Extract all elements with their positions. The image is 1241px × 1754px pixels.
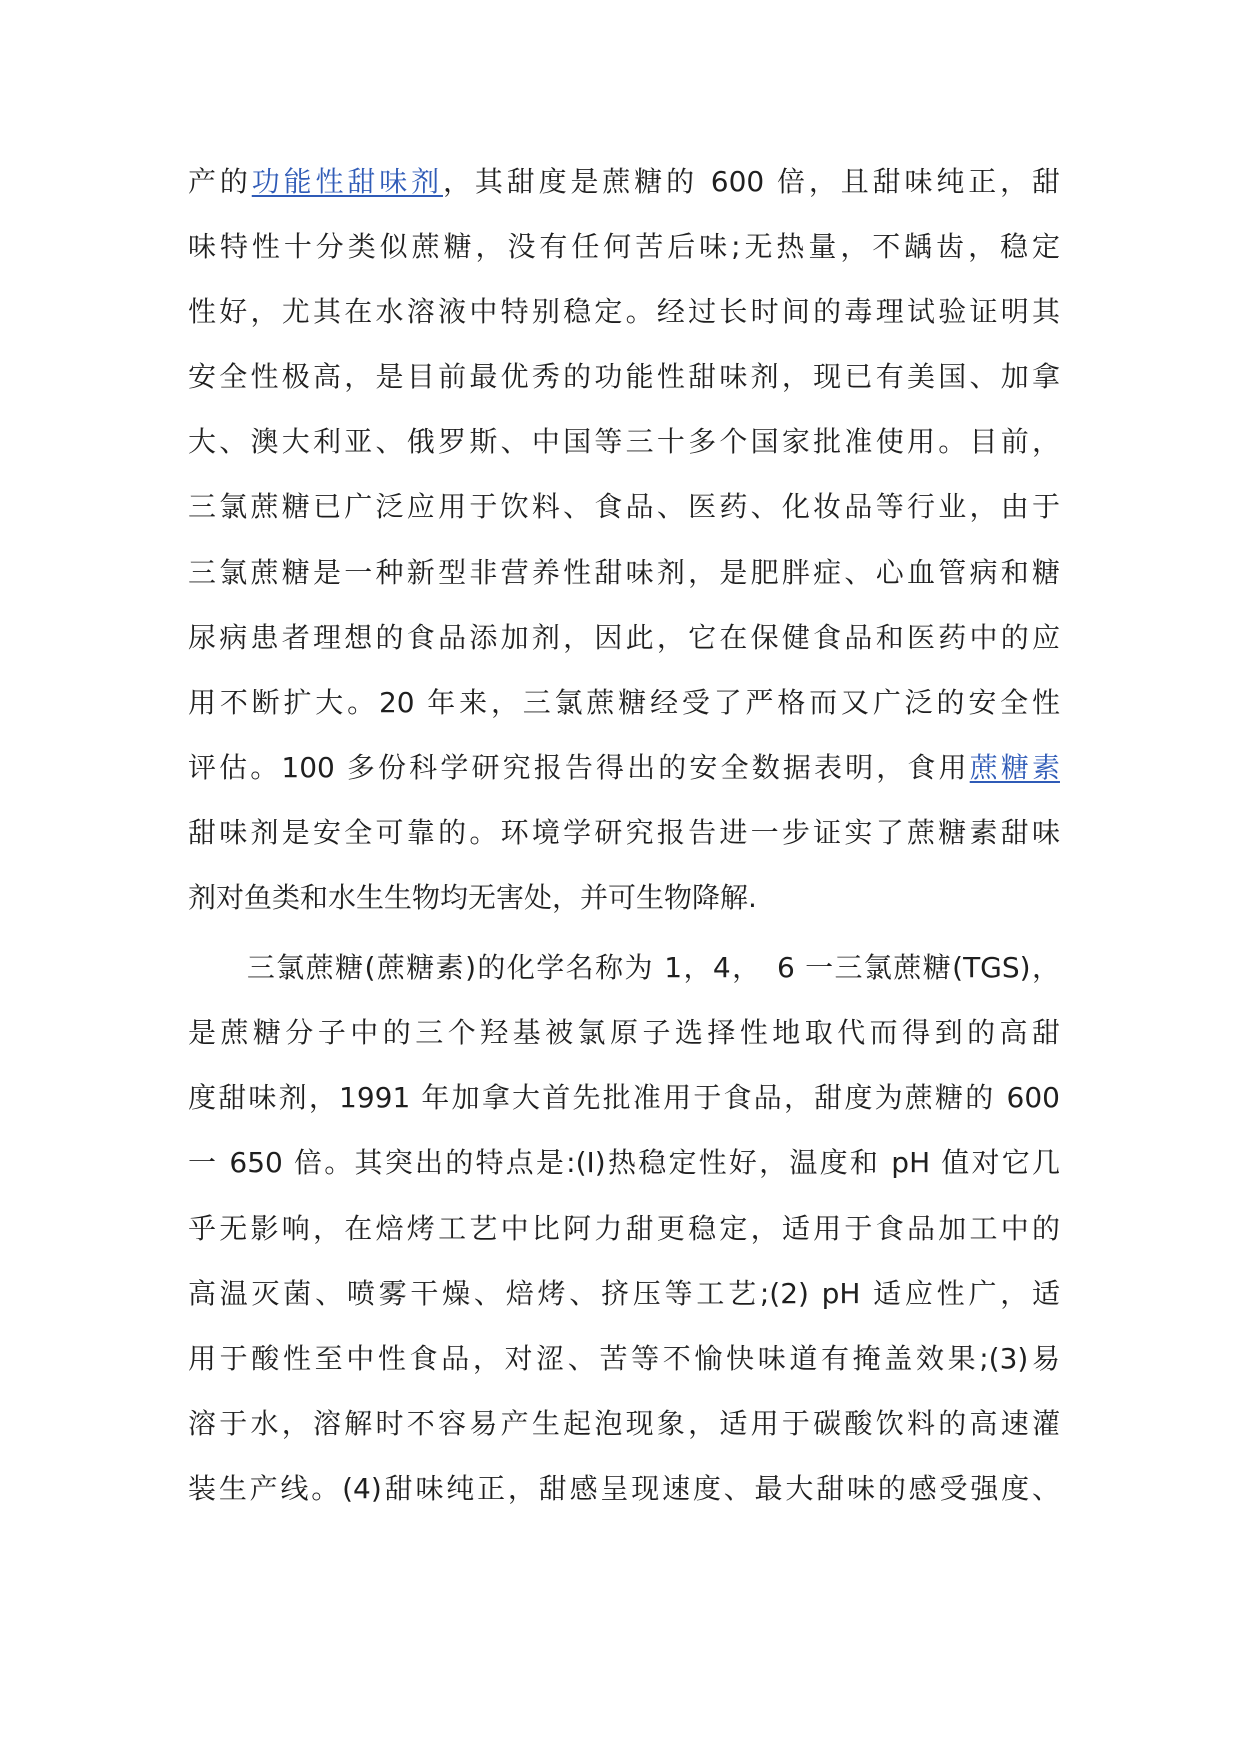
text-segment: 评估。100 多份科学研究报告得出的安全数据表明，食用 [188,750,970,784]
text-line: 乎无影响，在焙烤工艺中比阿力甜更稳定，适用于食品加工中的 [188,1211,1060,1245]
text-line [188,158,1060,223]
text-line: 用不断扩大。20 年来，三氯蔗糖经受了严格而又广泛的安全性 [188,685,1060,719]
text-line: 味特性十分类似蔗糖，没有任何苦后味;无热量，不龋齿，稳定 [188,230,1060,264]
text-segment: ，其甜度是蔗糖的 600 倍，且甜味纯正，甜 [443,165,1060,198]
text-line: 大、澳大利亚、俄罗斯、中国等三十多个国家批准使用。目前， [188,425,1060,459]
text-line: 一 650 倍。其突出的特点是:(I)热稳定性好，温度和 pH 值对它几 [188,1146,1060,1180]
text-line: 剂对鱼类和水生生物均无害处，并可生物降解. [188,881,757,915]
text-segment: 产的 [188,165,252,198]
link-functional-sweetener[interactable]: 功能性甜味剂 [251,165,443,198]
document-body [188,158,1060,1530]
paragraph-sweetener-overview [188,158,1060,939]
text-line: 用于酸性至中性食品，对涩、苦等不愉快味道有掩盖效果;(3)易 [188,1341,1060,1375]
text-line: 溶于水，溶解时不容易产生起泡现象，适用于碳酸饮料的高速灌 [188,1406,1060,1440]
text-line: 安全性极高，是目前最优秀的功能性甜味剂，现已有美国、加拿 [188,360,1060,394]
text-line: 尿病患者理想的食品添加剂，因此，它在保健食品和医药中的应 [188,620,1060,654]
text-line: 是蔗糖分子中的三个羟基被氯原子选择性地取代而得到的高甜 [188,1016,1060,1050]
paragraph-sucralose-properties [188,944,1060,1530]
text-line: 度甜味剂，1991 年加拿大首先批准用于食品，甜度为蔗糖的 600 [188,1081,1060,1115]
link-sucralose[interactable]: 蔗糖素 [969,750,1060,784]
text-line: 高温灭菌、喷雾干燥、焙烤、挤压等工艺;(2) pH 适应性广，适 [188,1276,1060,1310]
text-line: 三氯蔗糖(蔗糖素)的化学名称为 1，4， 6 一三氯蔗糖(TGS)， [188,951,1060,985]
text-line: 性好，尤其在水溶液中特别稳定。经过长时间的毒理试验证明其 [188,295,1060,329]
text-line: 三氯蔗糖已广泛应用于饮料、食品、医药、化妆品等行业，由于 [188,490,1060,524]
text-line [188,744,1060,809]
text-line: 三氯蔗糖是一种新型非营养性甜味剂，是肥胖症、心血管病和糖 [188,555,1060,589]
text-line: 甜味剂是安全可靠的。环境学研究报告进一步证实了蔗糖素甜味 [188,815,1060,849]
text-line: 装生产线。(4)甜味纯正，甜感呈现速度、最大甜味的感受强度、 [188,1471,1060,1505]
